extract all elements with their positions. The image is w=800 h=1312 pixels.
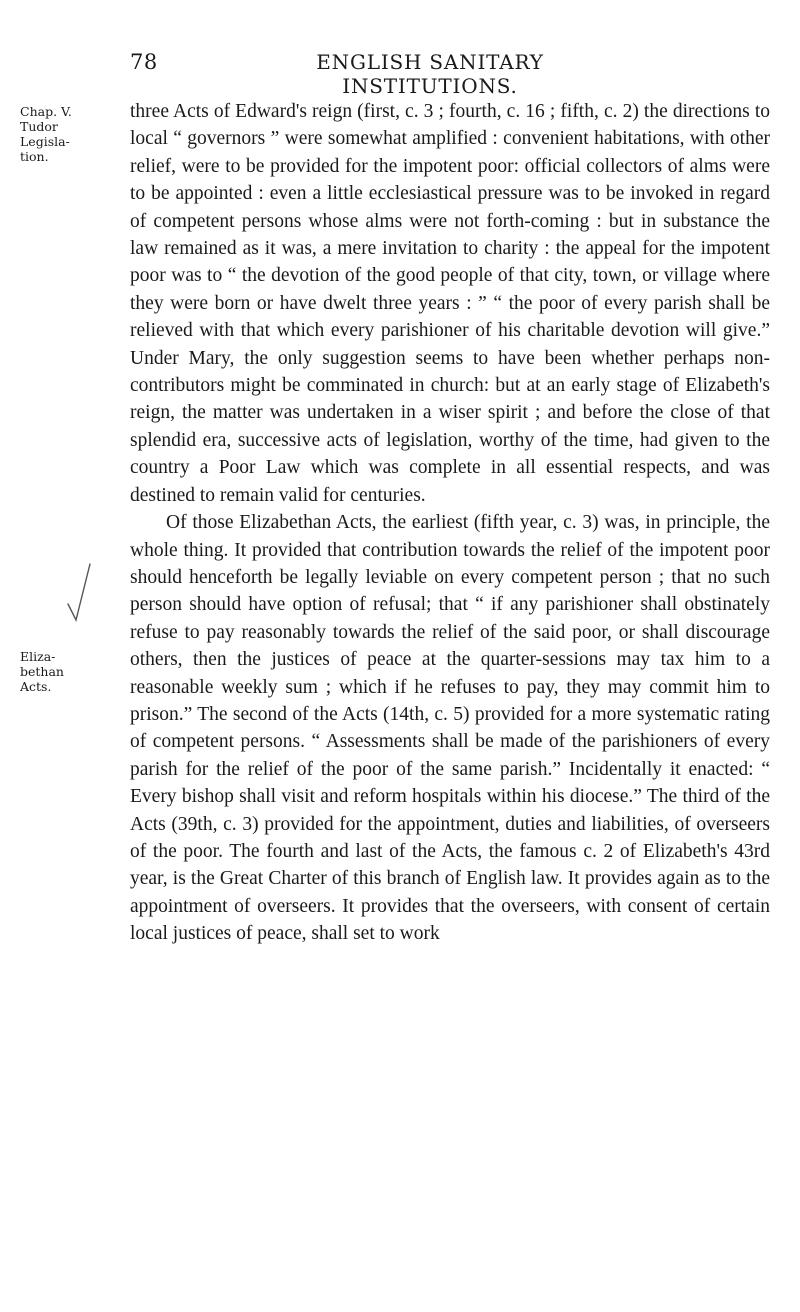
page-number: 78: [130, 50, 158, 74]
body-text: [130, 98, 770, 948]
paragraph: three Acts of Edward's reign (first, c. 3 ; fourth, c. 16 ; fifth, c. 2) the directions to local “ governors ” were somewhat amplified : convenient habitations, with other relief, were to be provided for the impotent poor: official collectors of alms were to be appointed : even a little ecclesiastical pressure was to be invoked in regard of competent persons whose alms were not forth-coming : but in substance the law remained as it was, a mere invitation to charity : the appeal for the impotent poor was to “ the devotion of the good people of that city, town, or village where they were born or have dwelt three years : ” “ the poor of every parish shall be relieved with that which every parishioner of his charitable devotion will give.” Under Mary, the only suggestion seems to have been whether perhaps non-contributors might be comminated in church: but at an early stage of Elizabeth's reign, the matter was undertaken in a wiser spirit ; and before the close of that splendid era, successive acts of legislation, worthy of the time, had given to the country a Poor Law which was complete in all essential respects, and was destined to remain valid for centuries.: [130, 101, 770, 506]
handwritten-check-mark: [60, 558, 100, 628]
paragraph: Of those Elizabethan Acts, the earliest (fifth year, c. 3) was, in principle, the whole thing. It provided that contribution towards the relief of the impotent poor should henceforth be legally leviable on every competent person ; that no such person should have option of refusal; that “ if any parishioner shall obstinately refuse to pay reasonably towards the relief of the said poor, or shall discourage others, then the justices of peace at the quarter-sessions may tax him to a reasonable weekly sum ; which if he refuses to pay, they may commit him to prison.” The second of the Acts (14th, c. 5) provided for a more systematic rating of competent persons. “ Assessments shall be made of the parishioners of every parish for the relief of the poor of the same parish.” Incidentally it enacted: “ Every bishop shall visit and reform hospitals within his diocese.” The third of the Acts (39th, c. 3) provided for the appointment, duties and liabilities, of overseers of the poor. The fourth and last of the Acts, the famous c. 2 of Elizabeth's 43rd year, is the Great Charter of this branch of English law. It provides again as to the appointment of overseers. It provides that the overseers, with consent of certain local justices of peace, shall set to work: [130, 512, 770, 945]
running-title: ENGLISH SANITARY INSTITUTIONS.: [316, 50, 544, 98]
page-header: [0, 50, 800, 98]
margin-note-elizabethan-acts: Eliza- bethan Acts.: [20, 649, 64, 694]
margin-note-tudor-legislation: Chap. V. Tudor Legisla- tion.: [20, 104, 72, 164]
